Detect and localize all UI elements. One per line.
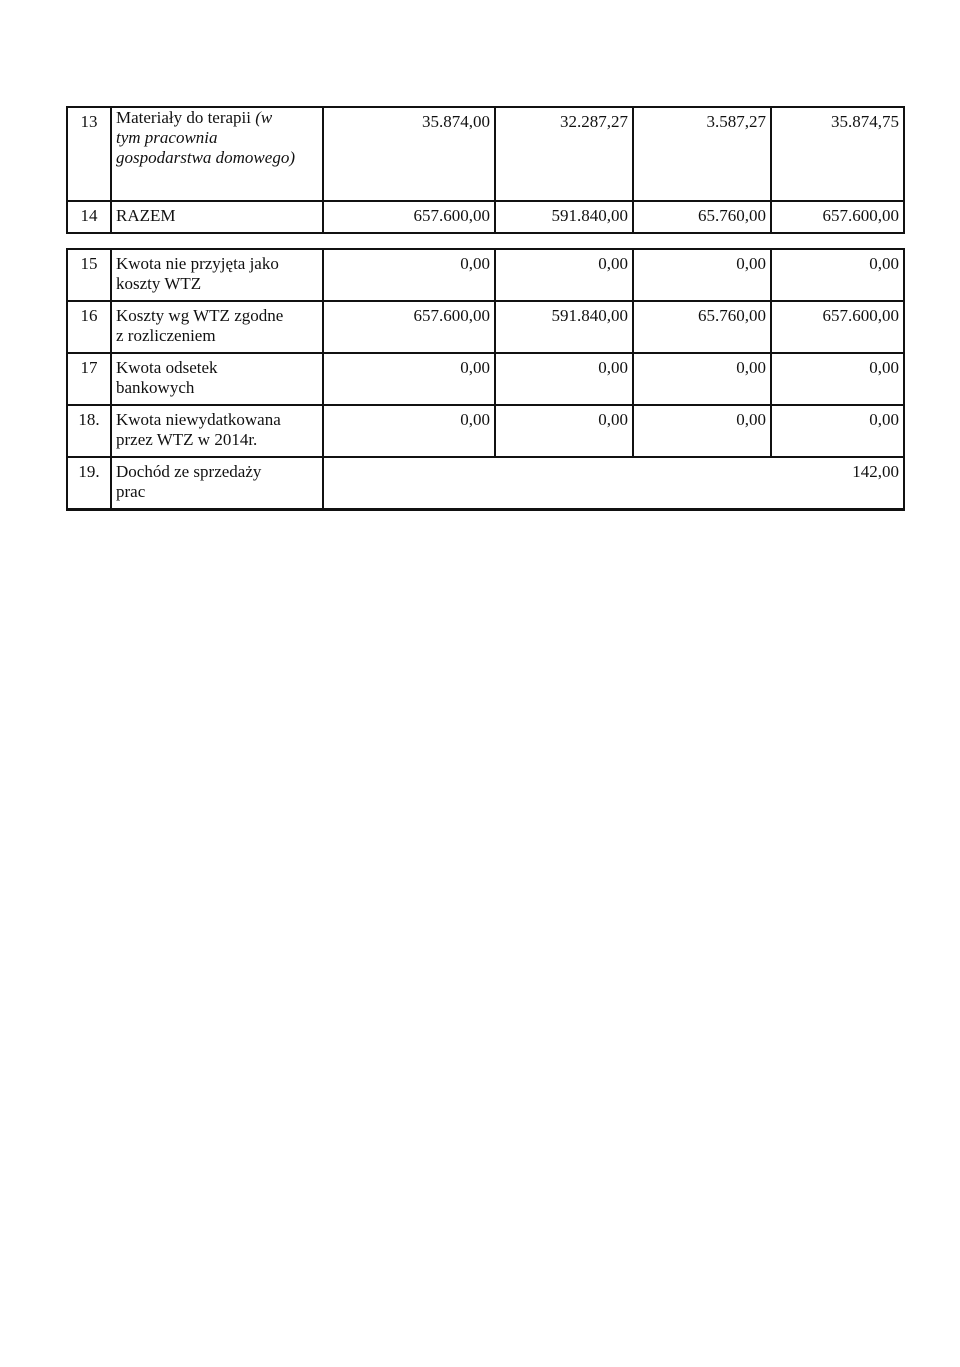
value-cell: 0,00 [495, 249, 633, 301]
value-cell: 657.600,00 [323, 301, 495, 353]
table-row [67, 457, 904, 510]
value-cell: 0,00 [323, 353, 495, 405]
table-row [67, 301, 904, 353]
value-cell: 65.760,00 [633, 201, 771, 233]
value-cell: 0,00 [323, 405, 495, 457]
value-cell: 0,00 [633, 249, 771, 301]
value-cell: 657.600,00 [771, 301, 904, 353]
table-row [67, 405, 904, 457]
row-label: Koszty wg WTZ zgodne z rozliczeniem [111, 301, 323, 353]
financial-table [66, 106, 905, 511]
row-number: 14 [67, 201, 111, 233]
value-cell: 0,00 [495, 405, 633, 457]
table-row [67, 107, 904, 201]
value-cell: 32.287,27 [495, 107, 633, 201]
row-number: 13 [67, 107, 111, 201]
value-cell: 0,00 [633, 353, 771, 405]
value-cell: 3.587,27 [633, 107, 771, 201]
row-label: Kwota niewydatkowana przez WTZ w 2014r. [111, 405, 323, 457]
value-cell: 657.600,00 [771, 201, 904, 233]
row-label: Dochód ze sprzedaży prac [111, 457, 323, 510]
row-number: 16 [67, 301, 111, 353]
row-number: 19. [67, 457, 111, 510]
value-cell: 65.760,00 [633, 301, 771, 353]
row-label: Kwota odsetek bankowych [111, 353, 323, 405]
value-cell: 657.600,00 [323, 201, 495, 233]
value-cell: 0,00 [771, 249, 904, 301]
value-cell: 0,00 [323, 249, 495, 301]
table-row [67, 353, 904, 405]
value-cell: 0,00 [771, 405, 904, 457]
table-row [67, 249, 904, 301]
row-label: Kwota nie przyjęta jako koszty WTZ [111, 249, 323, 301]
row-number: 18. [67, 405, 111, 457]
table-row [67, 201, 904, 233]
value-cell: 35.874,75 [771, 107, 904, 201]
row-label: RAZEM [111, 201, 323, 233]
value-cell: 0,00 [495, 353, 633, 405]
total-value-cell: 142,00 [323, 457, 904, 510]
table-spacer [67, 233, 904, 249]
value-cell: 0,00 [633, 405, 771, 457]
row-label: Materiały do terapii (w tym pracownia gospodarstwa domowego) [111, 107, 323, 201]
value-cell: 0,00 [771, 353, 904, 405]
row-number: 17 [67, 353, 111, 405]
value-cell: 35.874,00 [323, 107, 495, 201]
value-cell: 591.840,00 [495, 201, 633, 233]
value-cell: 591.840,00 [495, 301, 633, 353]
row-number: 15 [67, 249, 111, 301]
